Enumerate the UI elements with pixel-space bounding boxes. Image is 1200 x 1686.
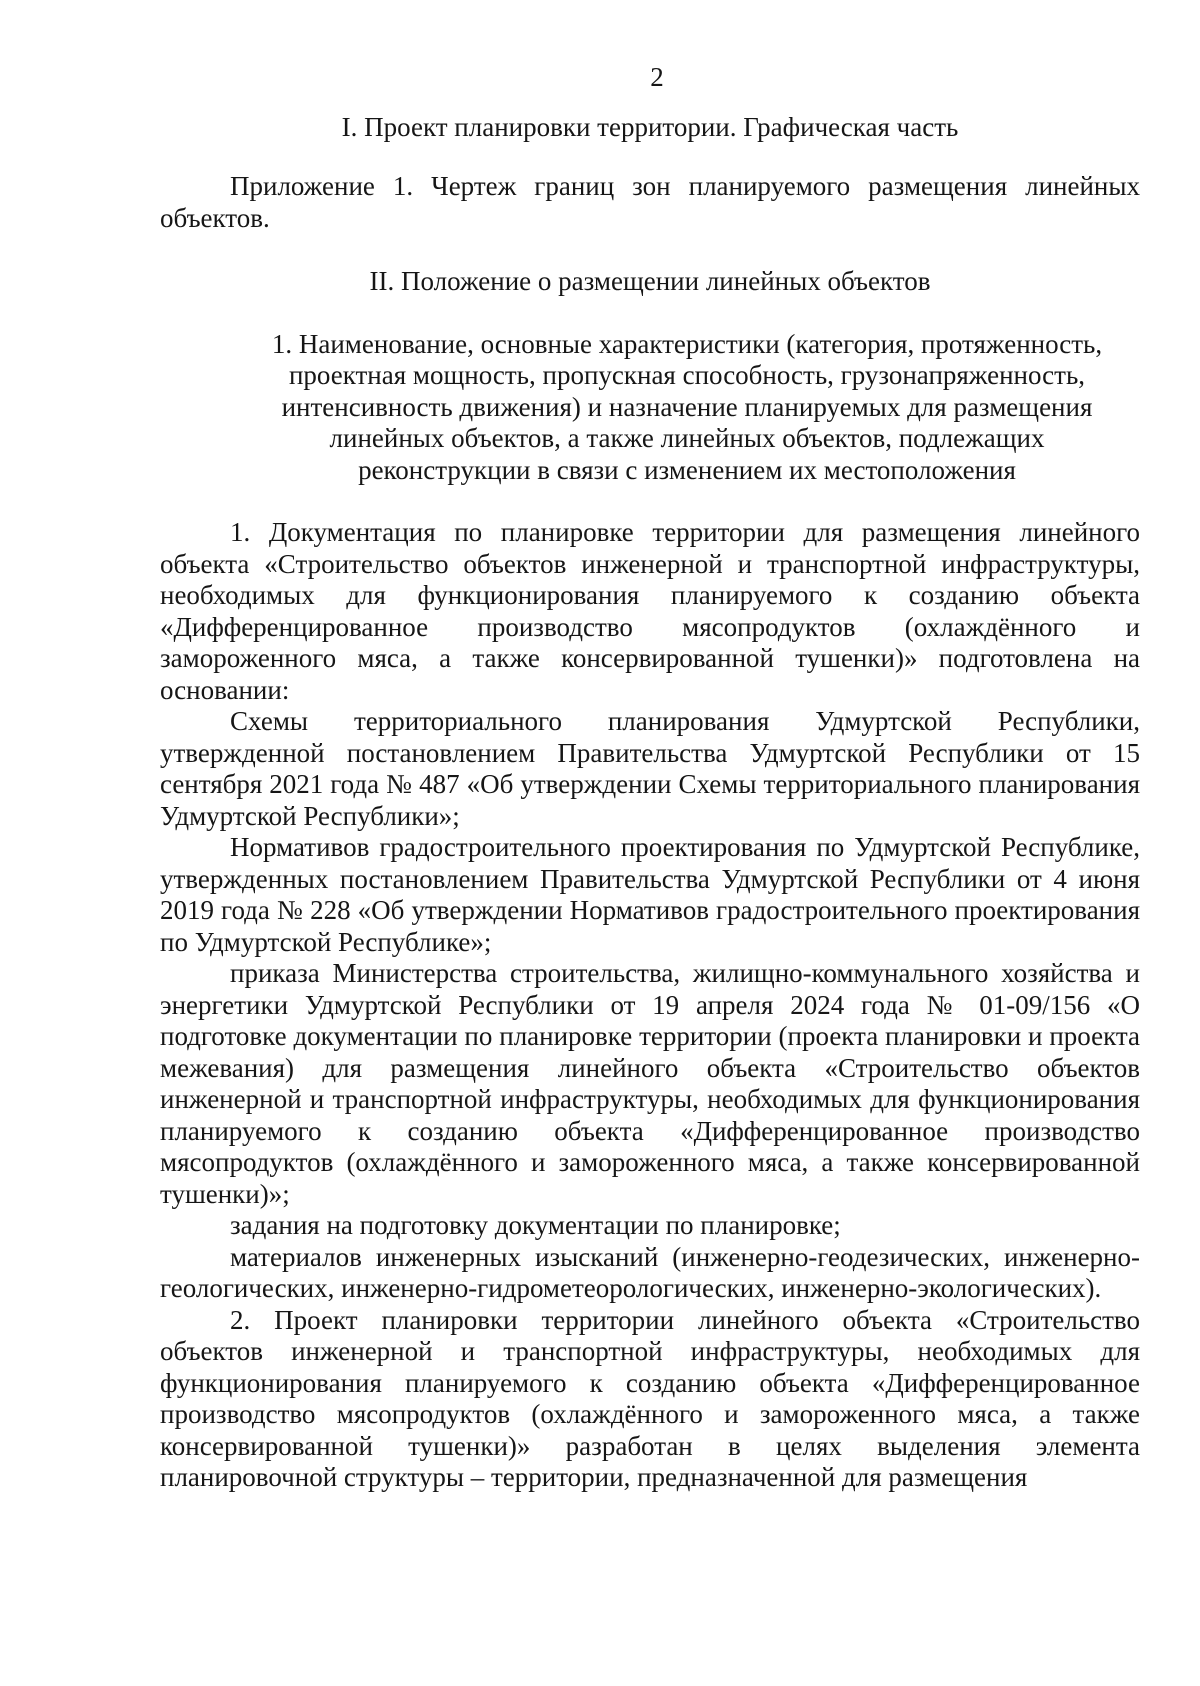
- paragraph-planning-task: задания на подготовку документации по планировке;: [230, 1210, 841, 1240]
- paragraph-territorial-scheme: Схемы территориального планирования Удмуртской Республики, утвержденной постановлением Правительства Удмуртской Республики от 15 сентября 2021 года № 487 «Об утверждении Схемы территориального планирования Удмуртской Республики»;: [160, 706, 1140, 831]
- section-heading-graphic-part: I. Проект планировки территории. Графическая часть: [341, 111, 959, 142]
- subsection-heading-line: интенсивность движения) и назначение планируемых для размещения: [281, 391, 1093, 422]
- section-heading-linear-objects: II. Положение о размещении линейных объектов: [369, 266, 931, 296]
- subsection-heading-line: проектная мощность, пропускная способность, грузонапряженность,: [288, 360, 1086, 390]
- appendix-1-text: Приложение 1. Чертеж границ зон планируемого размещения линейных объектов.: [160, 171, 1140, 233]
- subsection-heading-line: линейных объектов, а также линейных объектов, подлежащих: [329, 423, 1045, 453]
- paragraph-planning-project-purpose: 2. Проект планировки территории линейного объекта «Строительство объектов инженерной и транспортной инфраструктуры, необходимых для функционирования планируемого к созданию объекта «Дифференцированное производство мясопродуктов (охлаждённого и замороженного мяса, а также консервированной тушенки)» разработан в целях выделения элемента планировочной структуры – территории, предназначенной для размещения: [160, 1304, 1140, 1492]
- paragraph-urban-planning-norms: Нормативов градостроительного проектирования по Удмуртской Республике, утвержденных постановлением Правительства Удмуртской Республики от 4 июня 2019 года № 228 «Об утверждении Нормативов градостроительного проектирования по Удмуртской Республике»;: [160, 832, 1140, 957]
- subsection-heading-line: реконструкции в связи с изменением их местоположения: [358, 454, 1016, 485]
- paragraph-documentation-basis: 1. Документация по планировке территории для размещения линейного объекта «Строительство объектов инженерной и транспортной инфраструктуры, необходимых для функционирования планируемого к созданию объекта «Дифференцированное производство мясопродуктов (охлаждённого и замороженного мяса, а также консервированной тушенки)» подготовлена на основании:: [160, 517, 1140, 705]
- page-number: 2: [650, 62, 664, 92]
- paragraph-ministry-order: приказа Министерства строительства, жилищно-коммунального хозяйства и энергетики Удмуртской Республики от 19 апреля 2024 года № 01-09/156 «О подготовке документации по планировке территории (проекта планировки и проекта межевания) для размещения линейного объекта «Строительство объектов инженерной и транспортной инфраструктуры, необходимых для функционирования планируемого к созданию объекта «Дифференцированное производство мясопродуктов (охлаждённого и замороженного мяса, а также консервированной тушенки)»;: [160, 958, 1140, 1209]
- page-content: [160, 62, 1140, 1494]
- subsection-heading: [160, 329, 1140, 487]
- paragraph-engineering-surveys: материалов инженерных изысканий (инженерно-геодезических, инженерно-геологических, инженерно-гидрометеорологических, инженерно-экологических).: [160, 1241, 1140, 1303]
- subsection-heading-line: 1. Наименование, основные характеристики (категория, протяженность,: [271, 328, 1103, 359]
